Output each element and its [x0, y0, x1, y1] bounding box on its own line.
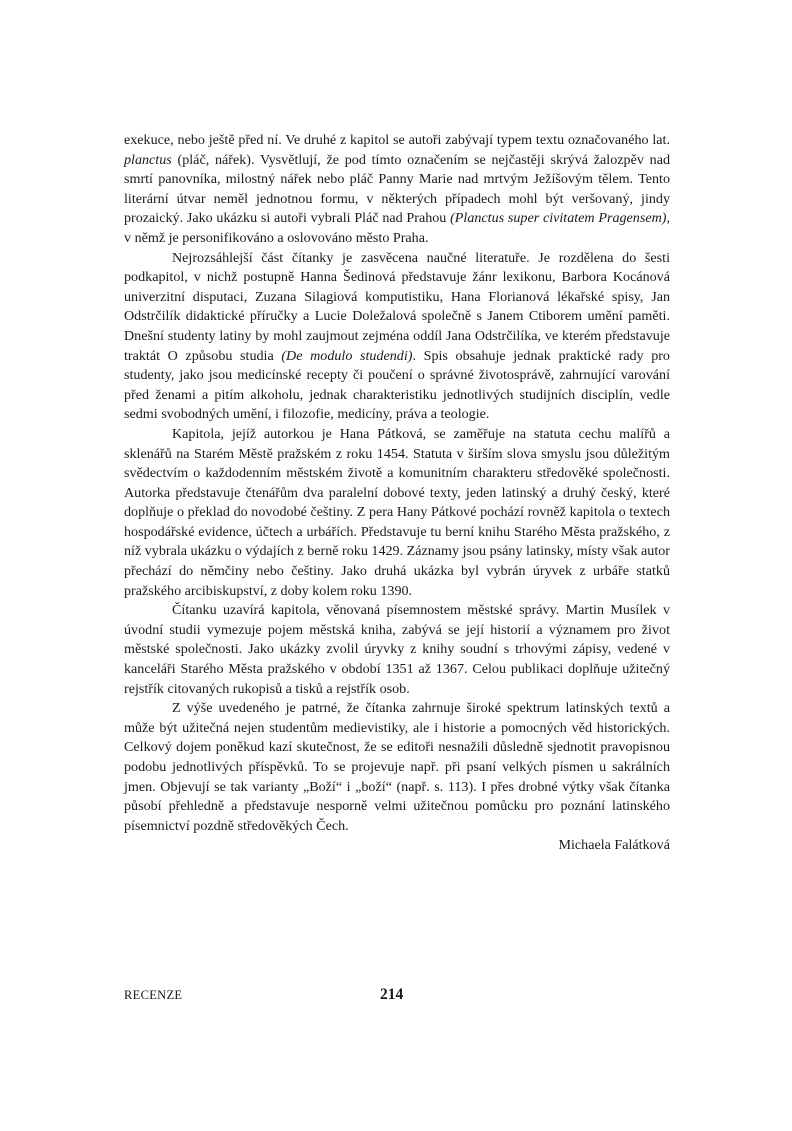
article-body [124, 131, 670, 856]
text-segment: exekuce, nebo ještě před ní. Ve druhé z kapitol se autoři zabývají typem textu označovaného lat. [124, 132, 670, 148]
text-segment: Z výše uvedeného je patrné, že čítanka zahrnuje široké spektrum latinských textů a může být užitečná nejen studentům medievistiky, ale i historie a pomocných věd historických. Celkový dojem poněkud kazí skutečnost, že se editoři nesnažili důsledně sjednotit pravopisnou podobu jednotlivých příspěvků. To se projevuje např. při psaní velkých písmen u sakrálních jmen. Objevují se tak varianty „Boží“ i „boží“ (např. s. 113). I přes drobné výtky však čítanka působí přehledně a představuje nesporně velmi užitečnou pomůcku pro poznání latinského písemnictví pozdně středověkých Čech. [124, 700, 670, 834]
text-segment: (pláč, nářek). Vysvětlují, že pod tímto označením se nejčastěji skrývá žalozpěv nad smrtí panovníka, milostný nářek nebo pláč Panny Marie nad mrtvým Ježíšovým tělem. Tento literární útvar neměl jednotnou formu, v některých případech mohl být veršovaný, jindy prozaický. Jako ukázku si autoři vybrali Pláč nad Prahou [124, 151, 670, 227]
text-segment: Nejrozsáhlejší část čítanky je zasvěcena naučné literatuře. Je rozdělena do šesti podkapitol, v nichž postupně Hanna Šedinová představuje žánr lexikonu, Barbora Kocánová univerzitní disputaci, Zuzana Silagiová komputistiku, Hana Florianová lékařské spisy, Jan Odstrčilík didaktické příručky a Lucie Doležalová společně s Janem Ctiborem umění paměti. Dnešní studenty latiny by mohl zaujmout zejména oddíl Jana Odstrčilíka, ve kterém představuje traktát O způsobu studia [124, 249, 670, 364]
author-signature: Michaela Falátková [558, 837, 670, 854]
italic-term: planctus [124, 151, 172, 168]
paragraph [124, 131, 670, 249]
footer-section-label: RECENZE [124, 988, 183, 1002]
paragraph [124, 249, 670, 425]
text-segment: Čítanku uzavírá kapitola, věnovaná písemnostem městské správy. Martin Musílek v úvodní studii vymezuje pojem městská kniha, zabývá se její historií a významem pro život městské společnosti. Jako ukázky zvolil úryvky z knihy soudní s trhovými zápisy, vedené v kanceláři Starého Města pražského v období 1351 až 1367. Celou publikaci doplňuje užitečný rejstřík citovaných rukopisů a tisků a rejstřík osob. [124, 602, 670, 697]
text-segment: , v němž je personifikováno a oslovováno město Praha. [124, 210, 670, 246]
text-segment: Kapitola, jejíž autorkou je Hana Pátková, se zaměřuje na statuta cechu malířů a sklenářů na Starém Městě pražském z roku 1454. Statuta v širším slova smyslu jsou důležitým svědectvím o každodenním městském životě a komunitním charakteru středověké společnosti. Autorka představuje čtenářům dva paralelní dobové texty, jeden latinský a druhý český, které doplňuje o překlad do novodobé češtiny. Z pera Hany Pátkové pochází rovněž kapitola o textech hospodářské evidence, účtech a urbářích. Představuje tu berní knihu Starého Města pražského, z níž vybrala ukázku o výdajích z berně roku 1429. Záznamy jsou psány latinsky, místy však autor přechází do němčiny nebo češtiny. Jako druhá ukázka byl vybrán úryvek z urbáře statků pražského arcibiskupství, z doby kolem roku 1390. [124, 425, 670, 599]
italic-title: (De modulo studendi) [281, 347, 413, 364]
paragraph [124, 699, 670, 836]
italic-title: (Planctus super civitatem Pragensem) [450, 210, 667, 227]
text-segment: . Spis obsahuje jednak praktické rady pro studenty, jako jsou medicínské recepty či poučení o správné životosprávě, zahrnující varování před ženami a pitím alkoholu, jednak charakteristiku jednotlivých studijních disciplín, vedle sedmi svobodných umění, i filozofie, medicíny, práva a teologie. [124, 347, 670, 423]
paragraph [124, 601, 670, 699]
paragraph [124, 425, 670, 601]
page-number: 214 [380, 986, 404, 1003]
